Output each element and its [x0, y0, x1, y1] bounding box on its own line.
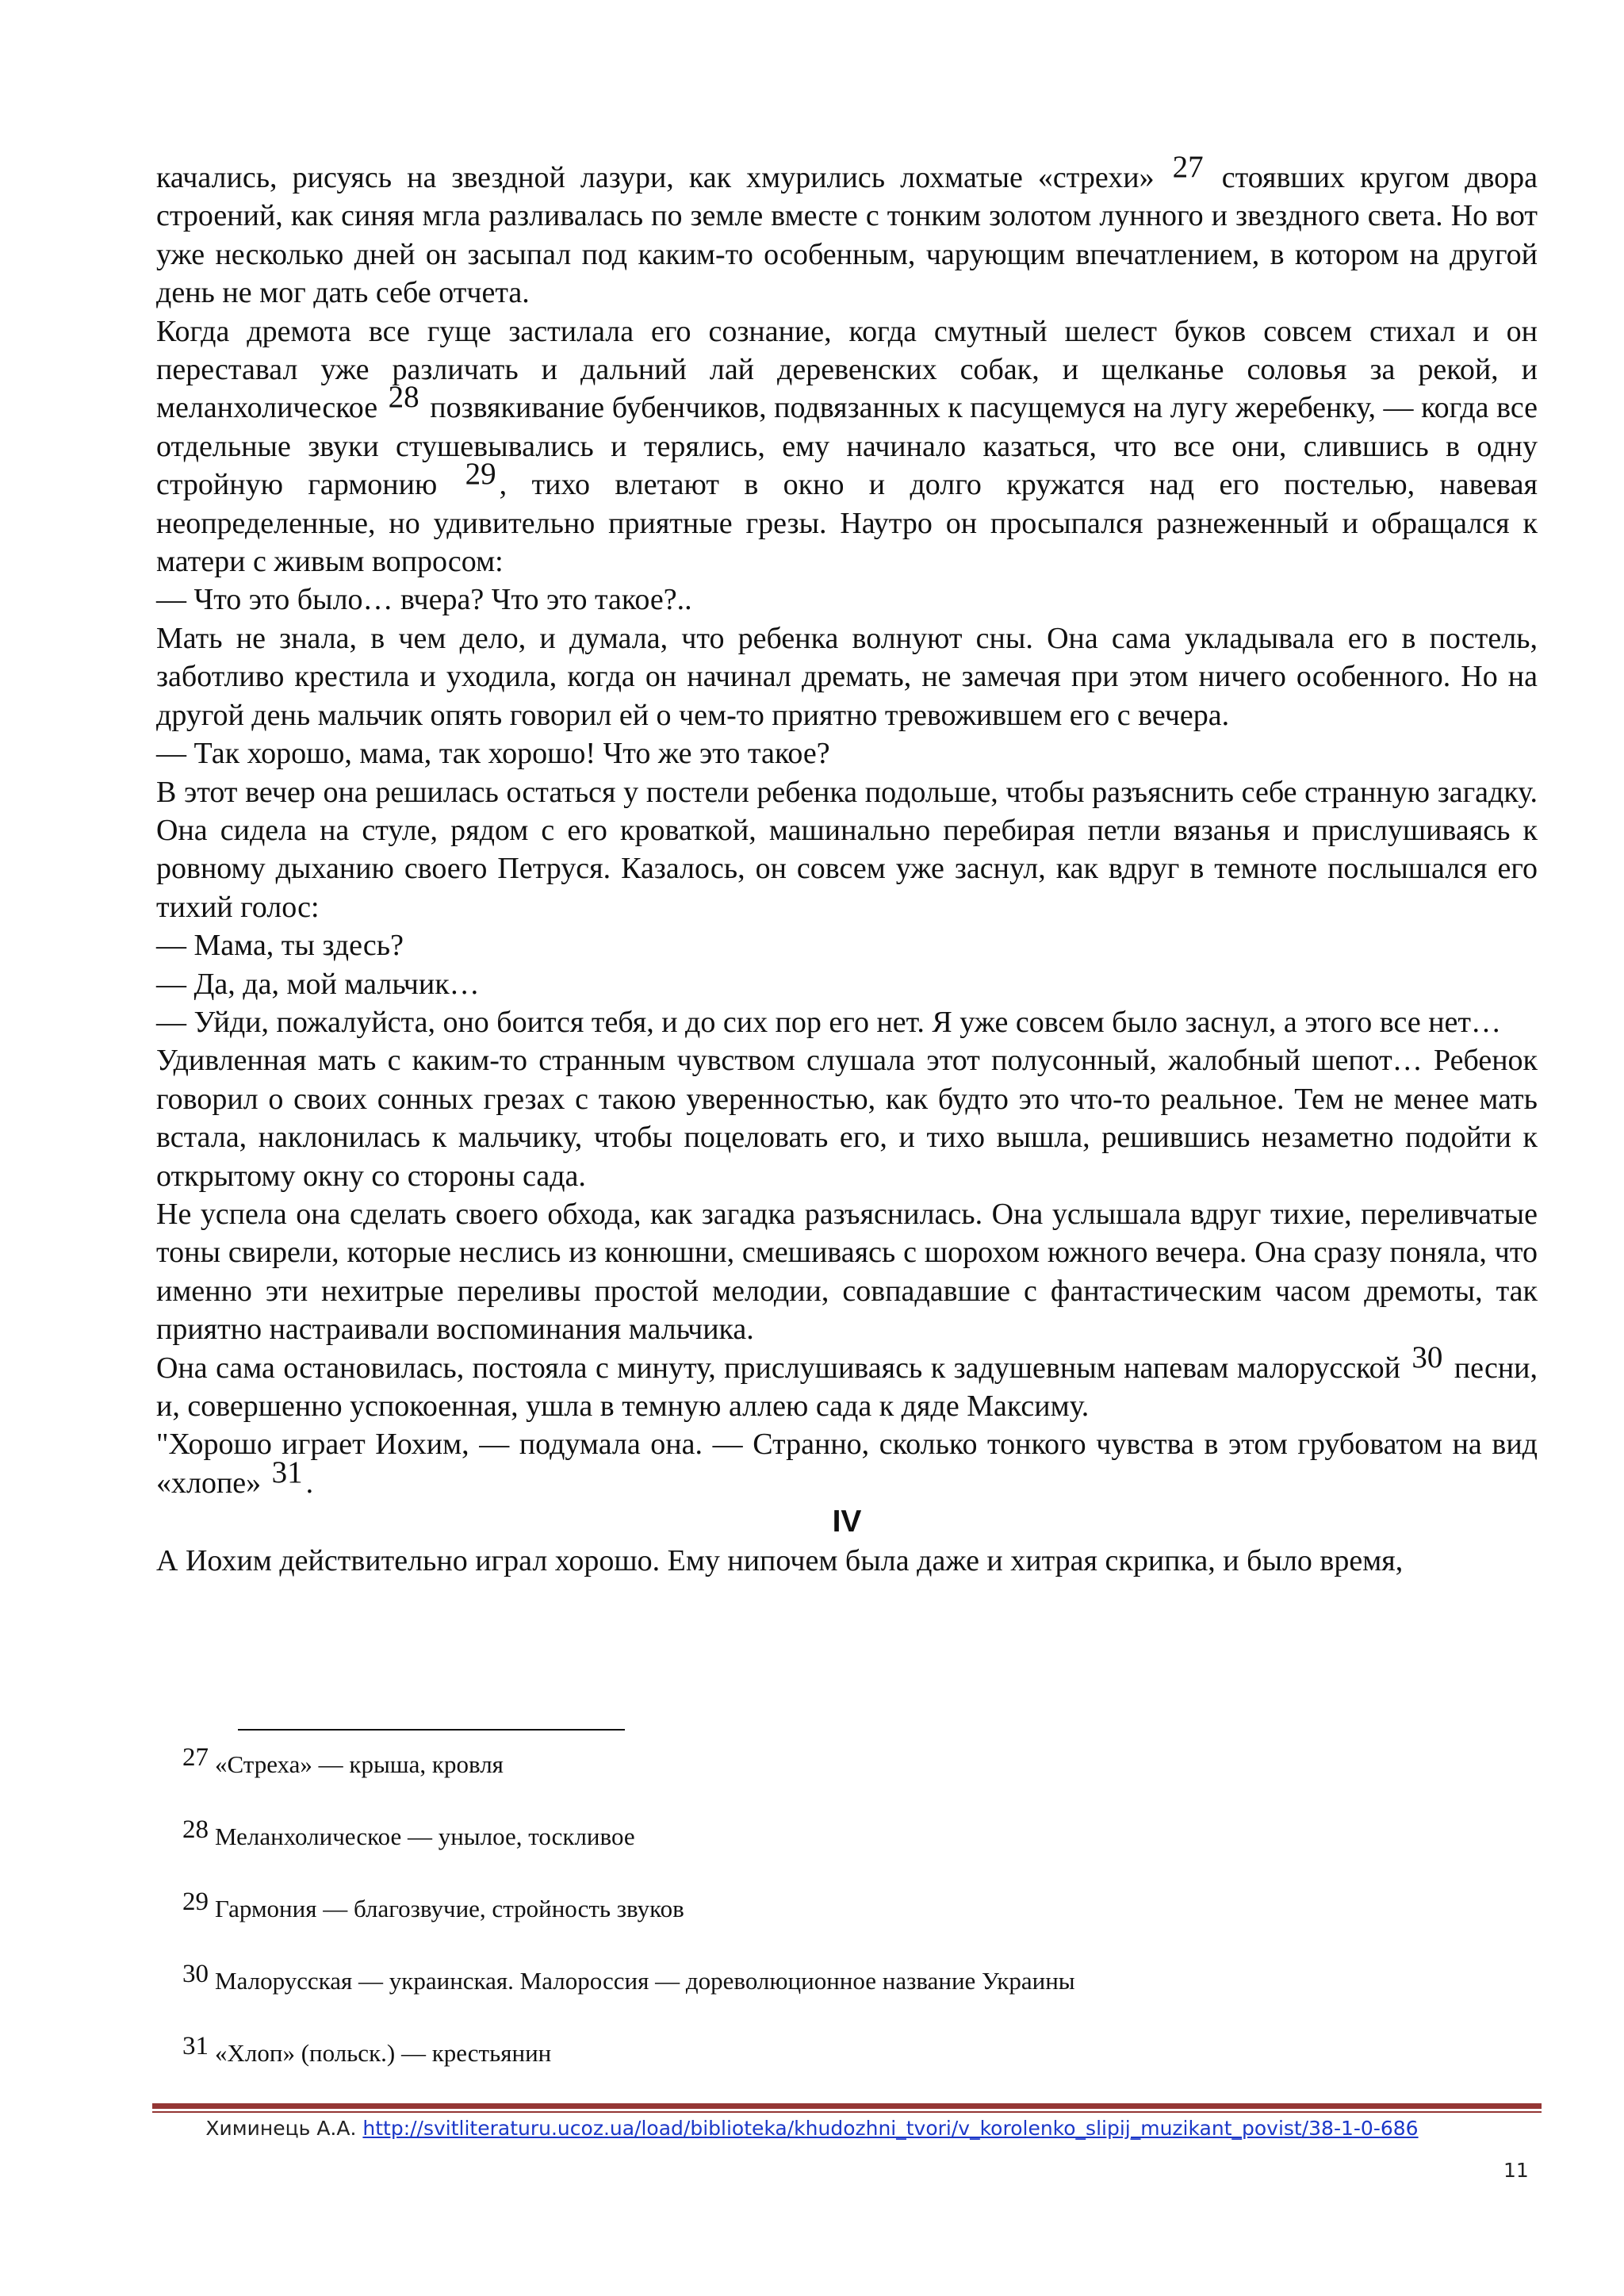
- footnote-ref[interactable]: 30: [1411, 1340, 1443, 1374]
- footnote-ref[interactable]: 31: [271, 1455, 303, 1489]
- footnote-item: [182, 1743, 1451, 1780]
- footnote-text: «Стреха» — крыша, кровля: [215, 1750, 504, 1778]
- footnote-ref[interactable]: 29: [465, 457, 496, 492]
- paragraph: А Иохим действительно играл хорошо. Ему нипочем была даже и хитрая скрипка, и было время,: [156, 1544, 1404, 1578]
- footnote-ref[interactable]: 27: [1172, 150, 1204, 184]
- footer-rule-thin: [152, 2111, 1542, 2113]
- dialogue-line: — Да, да, мой мальчик…: [156, 967, 480, 1001]
- dialogue-line: — Мама, ты здесь?: [156, 929, 404, 963]
- page-number: 11: [1503, 2159, 1529, 2182]
- footer-author: Химинець А.А.: [205, 2117, 357, 2140]
- footnote-number: 31: [182, 2032, 209, 2060]
- chapter-heading: IV: [832, 1504, 862, 1539]
- footnote-item: [182, 1815, 1451, 1853]
- paragraph: "Хорошо играет Иохим, — подумала она. — Странно, сколько тонкого чувства в этом грубоватом на вид «хлопе» 31 .: [156, 1428, 1538, 1500]
- footnote-number: 29: [182, 1888, 209, 1916]
- paragraph: В этот вечер она решилась остаться у постели ребенка подольше, чтобы разъяснить себе странную загадку. Она сидела на стуле, рядом с его кроваткой, машинально перебирая петли вязанья и прислушиваясь к ровному дыханию своего Петруся. Казалось, он совсем уже заснул, как вдруг в темноте послышался его тихий голос:: [156, 775, 1538, 924]
- footnote-number: 27: [182, 1743, 209, 1772]
- footnote-item: [182, 1960, 1451, 1997]
- footnote-text: Гармония — благозвучие, стройность звуков: [215, 1895, 684, 1922]
- footnote-ref[interactable]: 28: [388, 380, 419, 415]
- paragraph: Удивленная мать с каким-то странным чувством слушала этот полусонный, жалобный шепот… Ребенок говорил о своих сонных грезах с такою уверенностью, как будто это что-то реальное. Тем не менее мать встала, наклонилась к мальчику, чтобы поцеловать его, и тихо вышла, решившись незаметно подойти к открытому окну со стороны сада.: [156, 1044, 1538, 1193]
- paragraph: Она сама остановилась, постояла с минуту, прислушиваясь к задушевным напевам малорусской 30 песни, и, совершенно успокоенная, ушла в темную аллею сада к дяде Максиму.: [156, 1340, 1538, 1423]
- footer-link[interactable]: http://svitliteraturu.ucoz.ua/load/biblioteka/khudozhni_tvori/v_korolenko_slipij_muzikant_povist/38-1-0-686: [362, 2117, 1419, 2140]
- body-text: [156, 150, 1538, 1581]
- footnote-separator: [238, 1729, 625, 1731]
- dialogue-line: — Так хорошо, мама, так хорошо! Что же это такое?: [156, 737, 830, 771]
- dialogue-line: — Что это было… вчера? Что это такое?..: [156, 583, 692, 617]
- footnote-text: Меланхолическое — унылое, тоскливое: [215, 1823, 635, 1850]
- paragraph: качались, рисуясь на звездной лазури, как хмурились лохматые «стрехи» 27 стоявших кругом двора строений, как синяя мгла разливалась по земле вместе с тонким золотом лунного и звездного света. Но вот уже несколько дней он засыпал под каким-то особенным, чарующим впечатлением, в котором на другой день не мог дать себе отчета.: [156, 150, 1538, 310]
- dialogue-line: — Уйди, пожалуйста, оно боится тебя, и до сих пор его нет. Я уже совсем было заснул, а этого все нет…: [156, 1005, 1502, 1039]
- footnote-number: 30: [182, 1960, 209, 1988]
- footnote-item: [182, 1888, 1451, 1925]
- footnote-text: «Хлоп» (польск.) — крестьянин: [215, 2039, 552, 2067]
- footnote-item: [182, 2032, 1451, 2069]
- paragraph: Мать не знала, в чем дело, и думала, что ребенка волнуют сны. Она сама укладывала его в постель, заботливо крестила и уходила, когда он начинал дремать, не замечая при этом ничего особенного. Но на другой день мальчик опять говорил ей о чем-то приятно тревожившем его с вечера.: [156, 621, 1538, 732]
- footnote-text: Малорусская — украинская. Малороссия — дореволюционное название Украины: [215, 1967, 1075, 1995]
- paragraph: Не успела она сделать своего обхода, как загадка разъяснилась. Она услышала вдруг тихие, переливчатые тоны свирели, которые неслись из конюшни, смешиваясь с шорохом южного вечера. Она сразу поняла, что именно эти нехитрые переливы простой мелодии, совпадавшие с фантастическим часом дремоты, так приятно настраивали воспоминания мальчика.: [156, 1197, 1538, 1347]
- footnote-number: 28: [182, 1815, 209, 1844]
- paragraph: Когда дремота все гуще застилала его сознание, когда смутный шелест буков совсем стихал и он переставал уже различать и дальний лай деревенских собак, и щелканье соловья за рекой, и меланхолическое 28 позвякивание бубенчиков, подвязанных к пасущемуся на лугу жеребенку, — когда все отдельные звуки стушевывались и терялись, ему начинало казаться, что все они, слившись в одну стройную гармонию 29 , тихо влетают в окно и долго кружатся над его постелью, навевая неопределенные, но удивительно приятные грезы. Наутро он просыпался разнеженный и обращался к матери с живым вопросом:: [156, 314, 1538, 579]
- footnotes: [182, 1743, 1451, 2110]
- footer-rule: [152, 2103, 1542, 2109]
- page-footer: [0, 2116, 1624, 2141]
